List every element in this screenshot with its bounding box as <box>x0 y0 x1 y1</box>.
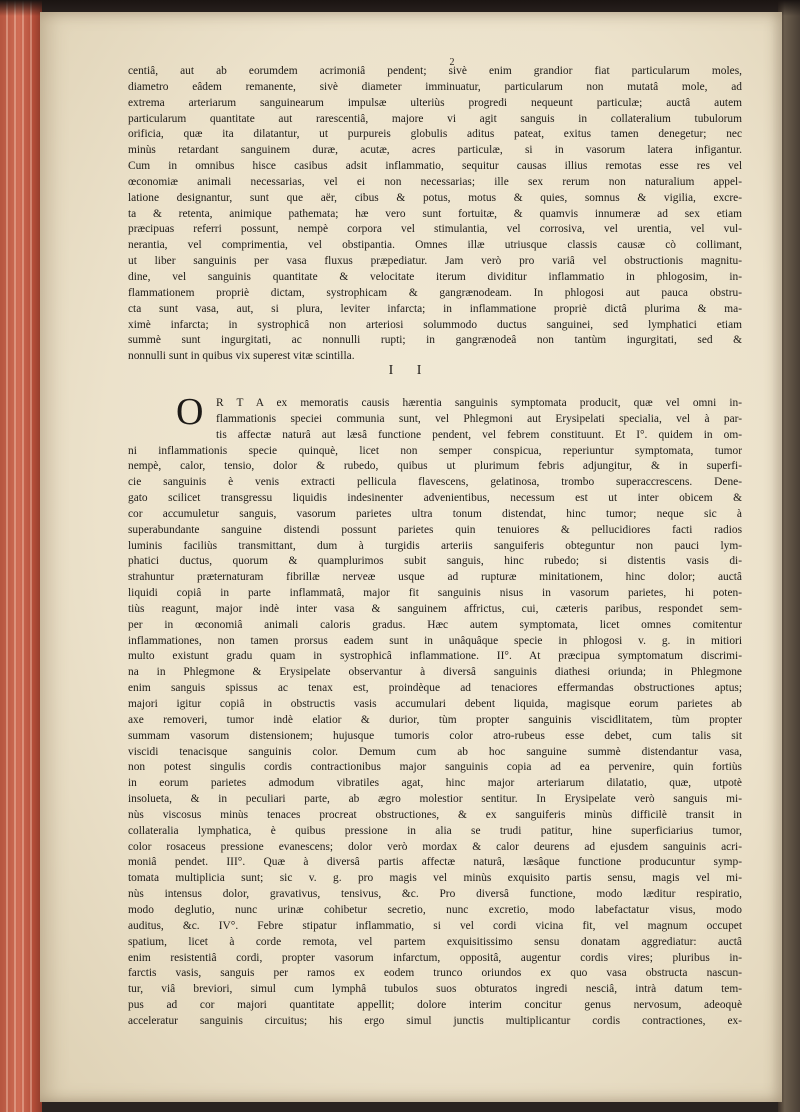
text-line: tis affectæ naturâ aut læsâ functione pendent, vel febrem constituunt. Et I°. quidem in om- <box>216 428 742 441</box>
text-line: nerantia, vel comprimentia, vel obstipantia. Omnes illæ utriusque classis causæ cò collimant, <box>128 239 742 252</box>
text-line: minùs retardant sanguinem duræ, acutæ, acres particulæ, si in vasorum latera infigantur. <box>128 144 742 157</box>
text-line: orificia, quæ ita dilatantur, ut purpureis globulis aditus pateat, exitus tamen denegetur; nec <box>128 128 742 141</box>
text-line: cta sunt vasa, aut, si plura, leviter infarcta; in inflammatione propriè dictâ plurima & ma- <box>128 302 742 315</box>
text-line: cie sanguinis è venis extracti pellicula flavescens, gelatinosa, trombo superaccrescens. Dene- <box>128 476 742 489</box>
text-line: R T A ex memoratis causis hærentia sanguinis symptomata producit, quæ vel omni in- <box>216 397 742 409</box>
text-line: pus ad cor majori quantitate appellit; dolore interim concitur genus nervosum, adeoquè <box>128 999 742 1012</box>
text-line: nempè, calor, tensio, dolor & rubedo, quibus ut plurimum febris adjungitur, & in superfi- <box>128 460 742 473</box>
text-line: ni inflammationis specie quinquè, licet non semper conspicua, reperiuntur symptomata, tumor <box>128 444 742 457</box>
text-line: superabundante sanguine distendi possunt parietes quin tenuiores & pellucidiores facti radios <box>128 523 742 536</box>
text-line: summè sunt ingurgitati, ac nonnulli rupti; in gangrænodeâ non tantùm ingurgitati, sed & <box>128 334 742 347</box>
text-line: strahuntur præternaturam fibrillæ nerveæ usque ad rupturæ minitationem, hinc dolor; auctâ <box>128 571 742 584</box>
text-line: diametro eâdem remanente, sivè diameter imminuatur, particularum non mutatâ mole, ad <box>128 80 742 93</box>
page-number: 2 <box>449 57 455 68</box>
top-paragraph <box>128 64 742 365</box>
text-line: enim sanguis spissus ac tenax est, proindèque ad tenaciores effermandas obstructiones aptus; <box>128 682 742 695</box>
text-line: ximè infarcta; in systrophicâ non arteriosi solummodo ductus sanguinei, sed lymphatici etiam <box>128 318 742 331</box>
text-line: tur, viâ breviori, simul cum lymphâ tubulos suos obturatos ingredi nesciâ, intrà datum tem- <box>128 983 742 996</box>
text-line: moniâ pendet. III°. Quæ à diversâ partis affectæ naturâ, læsâque functione producuntur symp- <box>128 856 742 869</box>
text-line: particularum quantitate aut rarescentiâ, majore vi agit sanguis in collateralium tubulorum <box>128 112 742 125</box>
main-paragraph-opening <box>216 396 742 444</box>
text-line: enim resistentiâ cordi, propter vasorum infarctum, oppositâ, augentur cordis vires; pluribus in- <box>128 951 742 964</box>
text-line: auditus, &c. IV°. Febre stipatur inflammatio, si vel cordi vicina fit, vel magnum occupet <box>128 919 742 932</box>
text-line: ut liber sanguinis per vasa fluxus præpediatur. Jam verò pro variâ vel obstructionis magnitu- <box>128 255 742 268</box>
text-line: farctis vasis, sanguis per ramos ex eodem trunco oriundos ex quo vasa obstructa nascun- <box>128 967 742 980</box>
text-line: acceleratur sanguinis circuitus; his ergo simul junctis multiplicantur cordis contractiones, ex- <box>128 1014 742 1027</box>
text-line: viscidi tenacisque sanguinis color. Demum cum ab hoc sanguine summè distendantur vasa, <box>128 745 742 758</box>
text-line: luminis faciliùs transmittant, dum à turgidis arteriis sanguiferis obteguntur non pauci lym- <box>128 539 742 552</box>
text-line: œconomiæ animali necessarias, vel ei non necessarias; ille sex rerum non naturalium appel- <box>128 175 742 188</box>
text-line: majori igitur copiâ in obstructis vasis accumulari debent liquida, magisque eorum parietes ab <box>128 698 742 710</box>
text-line: spatium, licet à corde remota, vel partem exquisitissimo sensu donatam aggrediatur: auctâ <box>128 935 742 948</box>
text-line: in eorum parietes admodum vibratiles agat, hinc major arteriarum dilatatio, quæ, utpotè <box>128 777 742 790</box>
text-line: axe removeri, tumor indè elatior & durior, tùm propter sanguinis viscidlitatem, tùm propter <box>128 713 742 726</box>
main-paragraph <box>128 444 742 1030</box>
text-line: tomata multiplicia sunt; sic v. g. pro magis vel minùs exquisito partis sensu, magis vel mi- <box>128 872 742 885</box>
text-line: collateralia lymphatica, è quibus pressione in alia se trudi patitur, hine superficiarius tumor, <box>128 824 742 837</box>
text-line: latione designantur, sunt que aër, cibus & potus, motus & quies, somnus & vigilia, excre- <box>128 191 742 204</box>
text-line: na in Phlegmone & Erysipelate observantur à diversâ sanguinis diathesi oriunda; in Phlegmone <box>128 666 742 679</box>
text-line: flammationis speciei communia sunt, vel Phlegmoni aut Erysipelati specialia, vel à par- <box>216 412 742 425</box>
text-line: summam vasorum distensionem; hujusque tumoris color atro-rubeus esse debet, cum talis sit <box>128 729 742 742</box>
text-line: tiùs reagunt, major indè inter vasa & sanguinem affrictus, cui, cæteris paribus, respondet sem- <box>128 602 742 615</box>
text-line: extrema arteriarum sanguinearum impulsæ ulteriùs progredi nequeunt particulæ; auctâ autem <box>128 96 742 109</box>
text-line: cor accumuletur sanguis, vasorum parietes ultra tonum distendat, hinc tumor; neque sic à <box>128 507 742 520</box>
text-line: phatici ductus, quorum & quamplurimos subit sanguis, hinc rubedo; si distentis vasis di- <box>128 555 742 568</box>
text-line: liquidi copiâ in parte inflammatâ, major fit sanguinis nisus in vasorum parietes, hi poten- <box>128 587 742 600</box>
text-line: per in œconomiâ animali caloris gradus. Hæc autem symptomata, licet omnes comitentur <box>128 618 742 631</box>
text-line: centiâ, aut ab eorumdem acrimoniâ pendent; sivè enim grandior fiat particularum moles, <box>128 65 742 77</box>
text-line: ta & retenta, animique pathemata; hæ vero sunt fortuitæ, & quamvis innumeræ ad sex etiam <box>128 207 742 220</box>
text-line: insolueta, & in peculiari parte, ab ægro molestior sentitur. In Erysipelate verò sanguis mi- <box>128 793 742 806</box>
text-line: gato scilicet transgressu liquidis indesinenter advenientibus, necessum est ut inter obicem & <box>128 492 742 505</box>
text-line: nùs intensus dolor, gravativus, tensivus, &c. Pro diversâ functione, modo læditur respiratio, <box>128 888 742 901</box>
text-line: non potest singulis cordis contractionibus major sanguinis copia ad ea pervenire, quin fortiùs <box>128 761 742 774</box>
text-line: inflammationes, non tamen prorsus eadem sunt in unâquâque specie in phlogosi v. g. in mitiori <box>128 634 742 647</box>
drop-cap: O <box>176 391 204 433</box>
book-edge-left <box>0 0 42 1112</box>
text-line: Cum in omnibus hisce casibus adsit inflammatio, sequitur causas illius remotas esse res vel <box>128 160 742 173</box>
text-line: nùs viscosus minùs tenaces procreat obstructiones, & ex sanguiferis minùs difficilè transit in <box>128 808 742 821</box>
text-line: multo existunt gradu quam in systrophicâ inflammatione. II°. At præcipua symptomatum discrimi- <box>128 650 742 663</box>
text-line: præcipuas referri possunt, nempè corpora vel stimulantia, vel corrosiva, vel urentia, vel vul- <box>128 223 742 236</box>
section-numeral: I I <box>388 363 432 378</box>
text-line: dine, vel sanguinis quantitate & velocitate iterum dividitur inflammatio in phlogosim, in- <box>128 270 742 283</box>
text-line: flammationem propriè dictam, systrophicam & gangrænodeam. In phlogosi aut pauca obstru- <box>128 286 742 299</box>
text-line: nonnulli sunt in quibus vix superest vitæ scintilla. <box>128 350 355 363</box>
text-line: color rosaceus pressione evanescens; dolor verò mordax & calor deurens ad ejusdem sanguinis acri- <box>128 840 742 853</box>
text-line: modo deglutio, nunc urinæ cohibetur secretio, nunc excretio, modo labefactatur visus, modo <box>128 903 742 916</box>
